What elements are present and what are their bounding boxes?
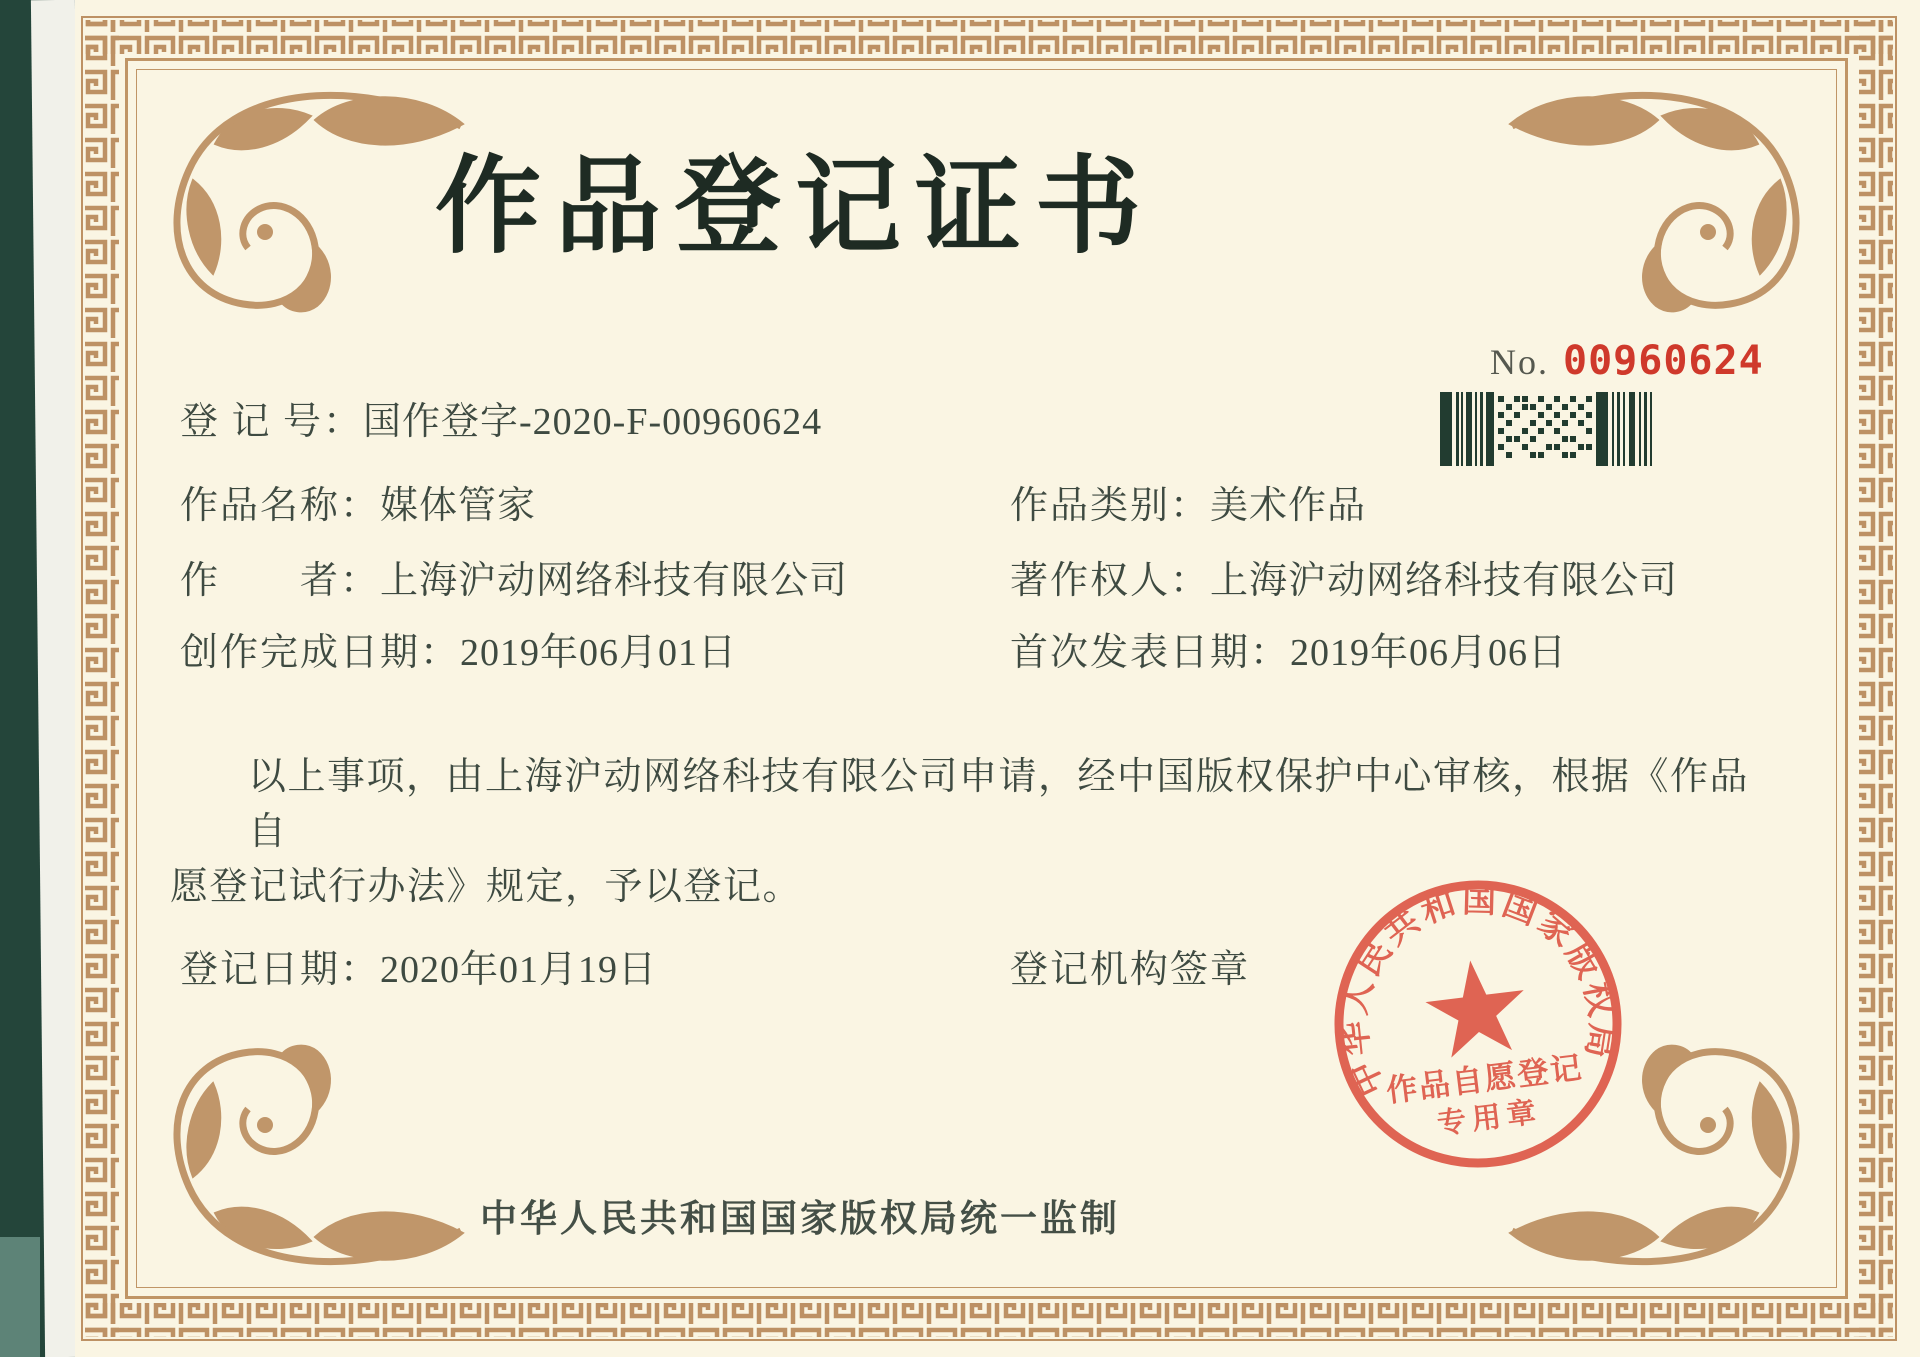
certificate-content — [160, 0, 1800, 1357]
registration-number-row — [180, 390, 822, 445]
footer-note: 中华人民共和国国家版权局统一监制 — [480, 1199, 1120, 1240]
work-name-label: 作品名称： — [180, 485, 381, 527]
registration-number-value: 国作登字-2020-F-00960624 — [363, 401, 823, 443]
org-signature-label: 登记机构签章 — [1010, 949, 1251, 991]
barcode — [1440, 392, 1655, 466]
registration-number-label: 登 记 号： — [180, 401, 364, 443]
author-label: 作 者： — [180, 560, 381, 602]
work-type-label: 作品类别： — [1010, 485, 1211, 527]
registration-date-value: 2020年01月19日 — [380, 949, 658, 991]
author-row — [180, 549, 1679, 604]
seal-ring-text: 中华人民共和国国家版权局 — [1335, 882, 1621, 1102]
statement-line-1: 以上事项，由上海沪动网络科技有限公司申请，经中国版权保护中心审核，根据《作品自 — [248, 756, 1750, 853]
serial-number-row — [1490, 338, 1764, 384]
dates-row — [180, 621, 1568, 676]
seal-line2: 专用章 — [1435, 1096, 1544, 1141]
serial-number-value: 00960624 — [1563, 338, 1764, 384]
first-publish-date-label: 首次发表日期： — [1010, 632, 1291, 674]
rights-holder-label: 著作权人： — [1010, 560, 1211, 602]
official-seal — [1311, 857, 1645, 1191]
work-name-value: 媒体管家 — [380, 485, 537, 527]
certificate-title: 作品登记证书 — [435, 149, 1155, 266]
rights-holder-value: 上海沪动网络科技有限公司 — [1210, 560, 1679, 602]
first-publish-date-value: 2019年06月06日 — [1290, 632, 1568, 674]
serial-number-label: No. — [1490, 342, 1549, 382]
seal-star-icon — [1421, 954, 1531, 1059]
work-name-row — [180, 474, 1367, 529]
author-value: 上海沪动网络科技有限公司 — [380, 560, 849, 602]
scan-edge-teal — [0, 1237, 40, 1357]
registration-date-label: 登记日期： — [180, 949, 381, 991]
certificate-paper — [75, 0, 1920, 1357]
creation-date-value: 2019年06月01日 — [460, 632, 738, 674]
work-type-value: 美术作品 — [1210, 485, 1367, 527]
seal-line1: 作品自愿登记 — [1384, 1049, 1586, 1109]
creation-date-label: 创作完成日期： — [180, 632, 461, 674]
registration-date-row — [180, 938, 1251, 993]
statement-line-2: 愿登记试行办法》规定，予以登记。 — [170, 866, 803, 908]
